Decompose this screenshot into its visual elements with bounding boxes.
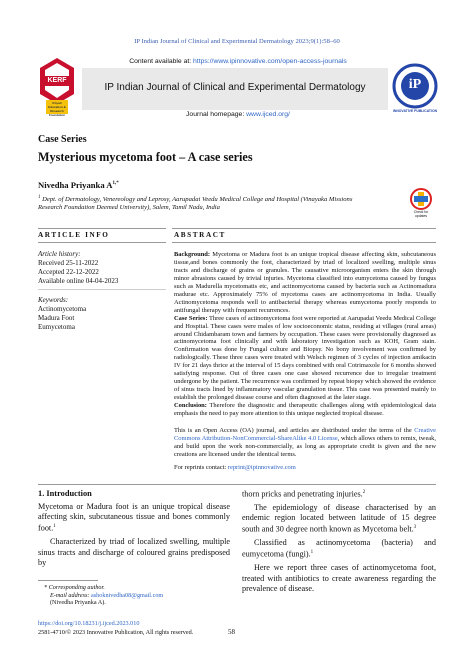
intro-p2-text: Characterized by triad of localized swelling, multiple sinus tracts and discharge of coloured grains predisposed by [38,537,230,567]
running-header: IP Indian Journal of Clinical and Experimental Dermatology 2023;9(1):58–60 [134,38,340,45]
intro-p4 [242,503,436,535]
intro-p3-text: thorn pricks and penetrating injuries. [242,489,363,499]
abstract-rule-top [172,228,436,229]
intro-p5-ref: 1 [310,550,314,556]
footnote-email [38,592,230,600]
intro-p3-ref: 2 [362,490,366,495]
intro-p6-text: Here we report three cases of actinomycetoma foot, treated with antibiotics to create awareness regarding the prevalence of disease. [242,563,436,593]
author [38,180,119,190]
intro-left [38,502,230,568]
page-number: 58 [228,628,235,636]
article-info-heading: ARTICLE INFO [38,231,110,239]
intro-p4-ref: 3 [413,525,417,531]
intro-p5-text: Classified as actinomycetoma (bacteria) and eumycetoma (fungi). [242,538,436,560]
license-text-1: This is an Open Access (OA) journal, and articles are distributed under the terms of the [174,427,415,435]
abstract-background-text: Mycetoma or Madura foot is an unique tropical disease affecting skin, subcutaneous tissue,and bones commonly the foot, characterized by triad of localized swelling, multiple sinus tracts and discharge of grains or granules. The causative microorganism enters the skin through minor abrasions caused by trivial injuries. Mycetoma classified into eumycetoma caused by fungus such as Madurella mycetomatis etc, and actinomycetoma caused by bacteria such as Actinomadura madurae etc. Approximately 75% of mycetoma cases are actinomycetoma in India. Usually Actinomycetoma responds well to antibacterial therapy whereas eumycetoma poorly responds to antifungal therapy with frequent recurrences. [174,251,436,314]
info-rule-top [38,228,166,229]
footer-doi[interactable]: https://doi.org/10.18231/j.ijced.2023.010 [38,620,140,627]
journal-homepage-link[interactable]: www.ijced.org/ [246,111,290,118]
abstract-body [174,251,436,472]
content-available [88,58,388,67]
author-sup: 1,* [112,181,119,187]
affiliation-text: Dept. of Dermatology, Venereology and Leprosy, Aarupadai Veedu Medical College and Hospital (Vinayaka Missions Research Foundation Deemed University), Salem, Tamil Nadu, India [38,196,353,212]
intro-p1-ref: 1 [53,524,56,530]
crossmark-icon [408,188,434,210]
license-link[interactable]: Creative Commons Attribution-NonCommercial-ShareAlike 4.0 License [174,427,436,442]
received: Received 25-11-2022 [38,259,99,267]
publisher-logo-text: INNOVATIVE PUBLICATION [392,109,438,113]
kerf-logo-subtext: Khyati Education & Research Foundation [48,101,66,117]
affiliation [38,194,378,212]
publisher-logo [392,56,438,118]
footnote-name: (Nivedha Priyanka A). [50,599,106,607]
intro-heading: 1. Introduction [38,489,92,498]
author-name: Nivedha Priyanka A [38,180,113,190]
abstract-rule-end [38,484,436,485]
journal-homepage-label: Journal homepage: [186,111,247,118]
article-title: Mysterious mycetoma foot – A case series [38,150,253,164]
footnotes [38,584,230,607]
masthead [38,56,438,122]
intro-p6 [242,563,436,594]
abstract-case-text: Three cases of actinomycetoma foot were reported at Aarupadai Veedu Medical College and Hospital. These cases were males of low socioeconomic status, residing at villages (rural areas) around Chidambaram town and farmers by occupation. These cases were provisionally diagnosed as actinomycetoma foot clinically and with laboratory investigation such as KOH, Gram stain. Confirmation was done by Fungal culture and Biopsy. No bony involvement was confirmed by radiologically. These three cases were treated with Welsch regimen of 3 cycles of injection amikacin IV for 21 days thrice at the interval of 15 days combined with oral Cotrimaxole for 6 months showed satisfying response. Out of three cases one case showed recurrence due to irregular treatment undergone by the patient. The recurrence was confirmed by repeat biopsy which showed the evidence of sinus tracts lined by inflammatory vascular granulation tissue. This case was presented mainly to establish the prolonged disease course and often diagnosed at the later stage. [174,314,436,402]
accepted: Accepted 22-12-2022 [38,268,99,276]
history-label: Article history: [38,250,81,258]
intro-p1-text: Mycetoma or Madura foot is an unique tropical disease affecting skin, subcutaneous tissue and bones commonly foot. [38,502,230,534]
info-rule-bottom [38,242,166,243]
footer-copyright: 2581-4710/© 2023 Innovative Publication, All rights reserved. [38,629,194,636]
affiliation-sup: 1 [38,195,41,200]
license-statement [174,427,436,459]
reprints [174,464,436,472]
online: Available online 04-04-2023 [38,277,119,285]
intro-p4-text: The epidemiology of disease characterised by an endemic region located between latitude of 15 degree south and 30 degree north known as Mycetoma belt. [242,502,436,535]
publisher-logo-letters: iP [408,77,422,92]
keyword-item: Madura Foot [38,314,75,322]
keywords-label: Keywords: [38,296,69,304]
intro-p2 [38,537,230,568]
journal-title: IP Indian Journal of Clinical and Experimental Dermatology [104,82,366,93]
content-available-link[interactable]: https://www.ipinnovative.com/open-access-journals [193,58,347,65]
crossmark[interactable] [408,188,434,218]
reprints-label: For reprints contact: [174,463,228,471]
intro-p3 [242,488,436,500]
intro-p5 [242,538,436,560]
keyword-item: Actinomycetoma [38,305,87,313]
kerf-logo [38,56,76,118]
abstract-conclusion [174,402,436,418]
article-type: Case Series [38,134,87,145]
info-rule-mid [38,289,166,290]
abstract-conclusion-text: Therefore the diagnostic and therapeutic challenges along with epidemiological data emphasis the need to pay more attention to this unique neglected tropical disease. [174,402,436,418]
abstract-conclusion-label: Conclusion: [174,402,207,410]
footnote-email-link[interactable]: ashoknivedha08@gmail.com [91,591,164,599]
abstract-case-label: Case Series: [174,314,208,322]
abstract-case [174,315,436,402]
journal-homepage [88,111,388,120]
footnote-email-label: E-mail address: [50,591,92,599]
license-text-2: , which allows others to remix, tweak, and build upon the work non-commercially, as long as appropriate credit is given and the new creations are licensed under the identical terms. [174,434,436,458]
abstract-background [174,251,436,315]
keyword-item: Eumycetoma [38,323,75,331]
crossmark-label: Check for updates [413,210,429,218]
abstract-rule-bottom [172,242,436,243]
footnote-rule [38,580,98,581]
abstract-heading: ABSTRACT [174,231,226,239]
footnote-corresponding: * Corresponding author. [44,584,105,591]
reprints-email[interactable]: reprint@ipinnovative.com [227,463,296,471]
kerf-logo-text: KERF [47,77,67,84]
abstract-background-label: Background: [174,251,211,258]
intro-right [242,488,436,594]
content-available-label: Content available at: [129,58,194,65]
intro-p1 [38,502,230,534]
